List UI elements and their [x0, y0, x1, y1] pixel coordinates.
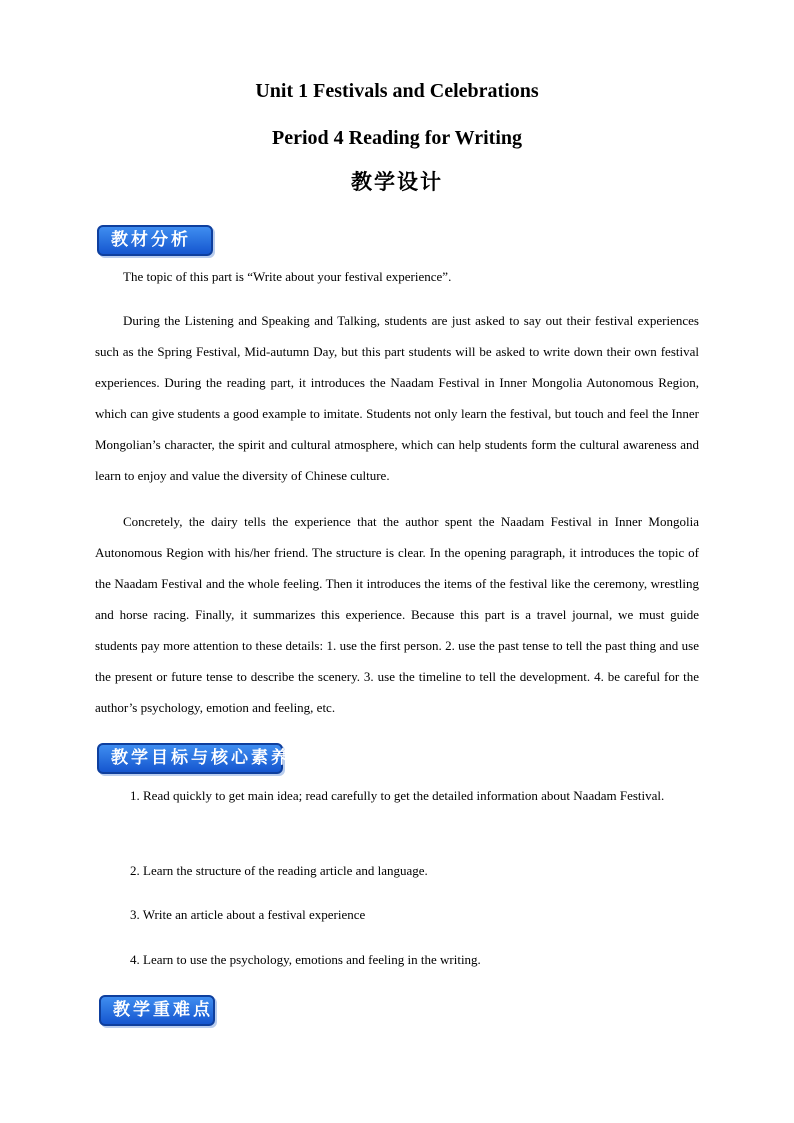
section-badge-keypoints: 教学重难点: [99, 995, 215, 1026]
section-badge-objectives: 教学目标与核心素养: [97, 743, 283, 774]
period-title: Period 4 Reading for Writing: [272, 127, 522, 149]
objective-item-2: 2. Learn the structure of the reading article and language.: [130, 863, 428, 878]
objective-item-4: 4. Learn to use the psychology, emotions and feeling in the writing.: [130, 952, 481, 967]
analysis-paragraph-1: During the Listening and Speaking and Talking, students are just asked to say out their festival experiences such as the Spring Festival, Mid-autumn Day, but this part students will be asked to write down their own festival experiences. During the reading part, it introduces the Naadam Festival in Inner Mongolia Autonomous Region, which can give students a good example to imitate. Students not only learn the festival, but touch and feel the Inner Mongolian’s character, the spirit and cultural atmosphere, which can help students form the cultural awareness and learn to enjoy and value the diversity of Chinese culture.: [95, 313, 699, 483]
document-type-title: 教学设计: [351, 170, 443, 194]
analysis-topic-paragraph: The topic of this part is “Write about your festival experience”.: [123, 269, 452, 284]
section-badge-analysis: 教材分析: [97, 225, 213, 256]
objective-item-1: 1. Read quickly to get main idea; read carefully to get the detailed information about Naadam Festival.: [130, 788, 665, 803]
objective-item-3: 3. Write an article about a festival experience: [130, 907, 366, 922]
unit-title: Unit 1 Festivals and Celebrations: [255, 80, 539, 102]
analysis-paragraph-2: Concretely, the dairy tells the experience that the author spent the Naadam Festival in Inner Mongolia Autonomous Region with his/her friend. The structure is clear. In the opening paragraph, it introduces the topic of the Naadam Festival and the whole feeling. Then it introduces the items of the festival like the ceremony, wrestling and horse racing. Finally, it summarizes this experience. Because this part is a travel journal, we must guide students pay more attention to these details: 1. use the first person. 2. use the past tense to tell the past thing and use the present or future tense to describe the scenery. 3. use the timeline to tell the development. 4. be careful for the author’s psychology, emotion and feeling, etc.: [95, 514, 699, 715]
